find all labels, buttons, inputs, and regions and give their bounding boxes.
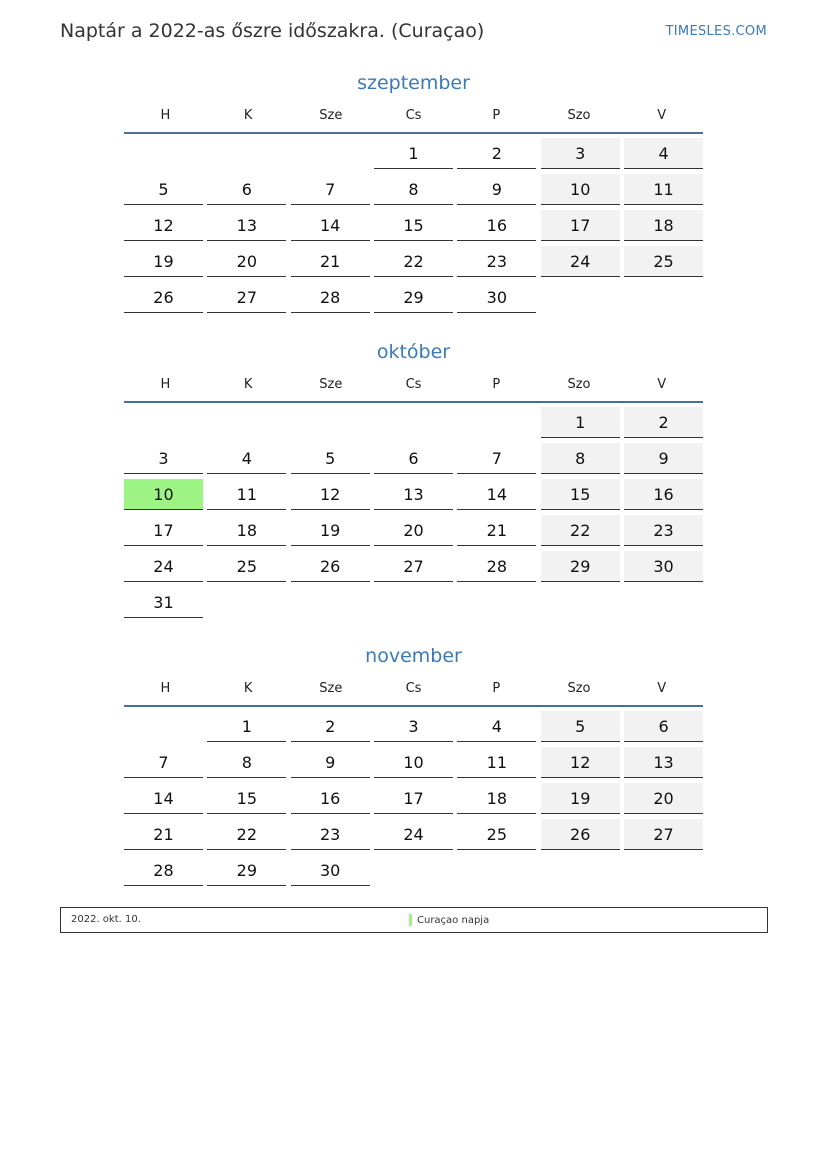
day-cell[interactable]: 10: [541, 174, 620, 205]
empty-cell: [541, 855, 620, 886]
empty-cell: [374, 407, 453, 438]
day-cell[interactable]: 9: [457, 174, 536, 205]
day-cell[interactable]: 1: [207, 711, 286, 742]
empty-cell: [541, 282, 620, 313]
week-row: [124, 407, 703, 443]
day-cell[interactable]: 23: [457, 246, 536, 277]
weekday-label: V: [657, 681, 667, 696]
day-cell[interactable]: 20: [624, 783, 703, 814]
week-grid: [124, 138, 703, 318]
day-cell[interactable]: 18: [624, 210, 703, 241]
day-cell[interactable]: 17: [374, 783, 453, 814]
day-cell[interactable]: 2: [457, 138, 536, 169]
day-cell[interactable]: 20: [374, 515, 453, 546]
weekday-label: H: [160, 681, 171, 696]
day-cell[interactable]: 6: [374, 443, 453, 474]
day-cell[interactable]: 27: [624, 819, 703, 850]
day-cell[interactable]: 5: [541, 711, 620, 742]
weekday-label: Szo: [567, 681, 591, 696]
day-cell[interactable]: 22: [374, 246, 453, 277]
day-cell[interactable]: 19: [124, 246, 203, 277]
day-cell[interactable]: 15: [207, 783, 286, 814]
day-cell[interactable]: 12: [541, 747, 620, 778]
day-cell[interactable]: 8: [374, 174, 453, 205]
weekday-label: Sze: [319, 108, 343, 123]
day-cell[interactable]: 13: [374, 479, 453, 510]
empty-cell: [541, 587, 620, 618]
day-cell[interactable]: 21: [124, 819, 203, 850]
week-grid: [124, 407, 703, 623]
day-cell[interactable]: 12: [124, 210, 203, 241]
empty-cell: [291, 138, 370, 169]
empty-cell: [124, 711, 203, 742]
week-row: [124, 210, 703, 246]
day-cell[interactable]: 7: [124, 747, 203, 778]
month-title: november: [365, 645, 462, 667]
day-cell[interactable]: 5: [124, 174, 203, 205]
week-row: [124, 246, 703, 282]
day-cell[interactable]: 26: [541, 819, 620, 850]
week-row: [124, 138, 703, 174]
weekday-header: [124, 104, 703, 134]
brand-link[interactable]: TIMESLES.COM: [665, 24, 767, 39]
week-row: [124, 711, 703, 747]
empty-cell: [207, 587, 286, 618]
week-row: [124, 515, 703, 551]
day-cell[interactable]: 4: [624, 138, 703, 169]
day-cell[interactable]: 18: [207, 515, 286, 546]
day-cell[interactable]: 12: [291, 479, 370, 510]
day-cell[interactable]: 5: [291, 443, 370, 474]
day-cell[interactable]: 13: [207, 210, 286, 241]
empty-cell: [124, 138, 203, 169]
weekday-header: [124, 373, 703, 403]
empty-cell: [457, 587, 536, 618]
weekday-label: Sze: [319, 681, 343, 696]
day-cell[interactable]: 14: [291, 210, 370, 241]
weekday-label: K: [243, 681, 253, 696]
week-row: [124, 282, 703, 318]
day-cell[interactable]: 30: [457, 282, 536, 313]
empty-cell: [374, 587, 453, 618]
day-cell[interactable]: 17: [124, 515, 203, 546]
day-cell[interactable]: 23: [291, 819, 370, 850]
day-cell[interactable]: 9: [624, 443, 703, 474]
day-cell[interactable]: 26: [291, 551, 370, 582]
empty-cell: [624, 282, 703, 313]
empty-cell: [624, 587, 703, 618]
day-cell-holiday[interactable]: 10: [124, 479, 203, 510]
weekday-label: H: [160, 108, 171, 123]
day-cell[interactable]: 15: [374, 210, 453, 241]
day-cell[interactable]: 3: [374, 711, 453, 742]
empty-cell: [374, 855, 453, 886]
weekday-label: K: [243, 108, 253, 123]
day-cell[interactable]: 20: [207, 246, 286, 277]
legend-holiday-name: Curaçao napja: [417, 914, 490, 926]
day-cell[interactable]: 16: [291, 783, 370, 814]
day-cell[interactable]: 7: [457, 443, 536, 474]
day-cell[interactable]: 25: [457, 819, 536, 850]
day-cell[interactable]: 8: [207, 747, 286, 778]
day-cell[interactable]: 17: [541, 210, 620, 241]
empty-cell: [457, 855, 536, 886]
day-cell[interactable]: 25: [207, 551, 286, 582]
day-cell[interactable]: 19: [541, 783, 620, 814]
day-cell[interactable]: 15: [541, 479, 620, 510]
day-cell[interactable]: 22: [207, 819, 286, 850]
day-cell[interactable]: 30: [624, 551, 703, 582]
month-1: [124, 339, 703, 623]
day-cell[interactable]: 29: [541, 551, 620, 582]
day-cell[interactable]: 14: [457, 479, 536, 510]
weekday-label: P: [492, 681, 501, 696]
holiday-swatch-icon: [409, 914, 412, 926]
weekday-label: V: [657, 377, 667, 392]
day-cell[interactable]: 16: [457, 210, 536, 241]
empty-cell: [291, 407, 370, 438]
day-cell[interactable]: 2: [624, 407, 703, 438]
day-cell[interactable]: 23: [624, 515, 703, 546]
day-cell[interactable]: 11: [207, 479, 286, 510]
day-cell[interactable]: 21: [291, 246, 370, 277]
empty-cell: [457, 407, 536, 438]
empty-cell: [124, 407, 203, 438]
day-cell[interactable]: 4: [207, 443, 286, 474]
weekday-label: Cs: [405, 681, 422, 696]
day-cell[interactable]: 30: [291, 855, 370, 886]
week-row: [124, 783, 703, 819]
legend-holiday: [409, 914, 489, 926]
weekday-label: Szo: [567, 108, 591, 123]
weekday-label: P: [492, 377, 501, 392]
legend-date: 2022. okt. 10.: [71, 914, 141, 925]
day-cell[interactable]: 28: [124, 855, 203, 886]
day-cell[interactable]: 24: [374, 819, 453, 850]
day-cell[interactable]: 8: [541, 443, 620, 474]
weekday-label: Cs: [405, 377, 422, 392]
weekday-label: Sze: [319, 377, 343, 392]
week-row: [124, 174, 703, 210]
day-cell[interactable]: 28: [457, 551, 536, 582]
day-cell[interactable]: 11: [457, 747, 536, 778]
day-cell[interactable]: 28: [291, 282, 370, 313]
empty-cell: [291, 587, 370, 618]
page-title: Naptár a 2022-as őszre időszakra. (Curaçao): [60, 20, 485, 42]
day-cell[interactable]: 29: [374, 282, 453, 313]
week-row: [124, 819, 703, 855]
day-cell[interactable]: 14: [124, 783, 203, 814]
month-2: [124, 643, 703, 891]
day-cell[interactable]: 24: [124, 551, 203, 582]
day-cell[interactable]: 21: [457, 515, 536, 546]
day-cell[interactable]: 24: [541, 246, 620, 277]
empty-cell: [624, 855, 703, 886]
weekday-label: H: [160, 377, 171, 392]
day-cell[interactable]: 4: [457, 711, 536, 742]
day-cell[interactable]: 3: [124, 443, 203, 474]
week-row: [124, 479, 703, 515]
day-cell[interactable]: 3: [541, 138, 620, 169]
day-cell[interactable]: 26: [124, 282, 203, 313]
weekday-label: V: [657, 108, 667, 123]
day-cell[interactable]: 29: [207, 855, 286, 886]
week-row: [124, 551, 703, 587]
week-row: [124, 855, 703, 891]
weekday-label: Szo: [567, 377, 591, 392]
day-cell[interactable]: 6: [624, 711, 703, 742]
day-cell[interactable]: 22: [541, 515, 620, 546]
day-cell[interactable]: 27: [374, 551, 453, 582]
month-title: szeptember: [357, 72, 470, 94]
day-cell[interactable]: 19: [291, 515, 370, 546]
day-cell[interactable]: 13: [624, 747, 703, 778]
holiday-legend: [60, 907, 768, 933]
empty-cell: [207, 407, 286, 438]
week-grid: [124, 711, 703, 891]
week-row: [124, 747, 703, 783]
week-row: [124, 443, 703, 479]
day-cell[interactable]: 6: [207, 174, 286, 205]
month-0: [124, 70, 703, 318]
weekday-label: P: [492, 108, 501, 123]
month-title: október: [376, 341, 451, 363]
day-cell[interactable]: 25: [624, 246, 703, 277]
day-cell[interactable]: 7: [291, 174, 370, 205]
day-cell[interactable]: 9: [291, 747, 370, 778]
weekday-label: K: [243, 377, 253, 392]
weekday-label: Cs: [405, 108, 422, 123]
empty-cell: [207, 138, 286, 169]
day-cell[interactable]: 2: [291, 711, 370, 742]
day-cell[interactable]: 27: [207, 282, 286, 313]
day-cell[interactable]: 1: [374, 138, 453, 169]
day-cell[interactable]: 11: [624, 174, 703, 205]
day-cell[interactable]: 31: [124, 587, 203, 618]
week-row: [124, 587, 703, 623]
weekday-header: [124, 677, 703, 707]
day-cell[interactable]: 18: [457, 783, 536, 814]
day-cell[interactable]: 1: [541, 407, 620, 438]
day-cell[interactable]: 16: [624, 479, 703, 510]
day-cell[interactable]: 10: [374, 747, 453, 778]
